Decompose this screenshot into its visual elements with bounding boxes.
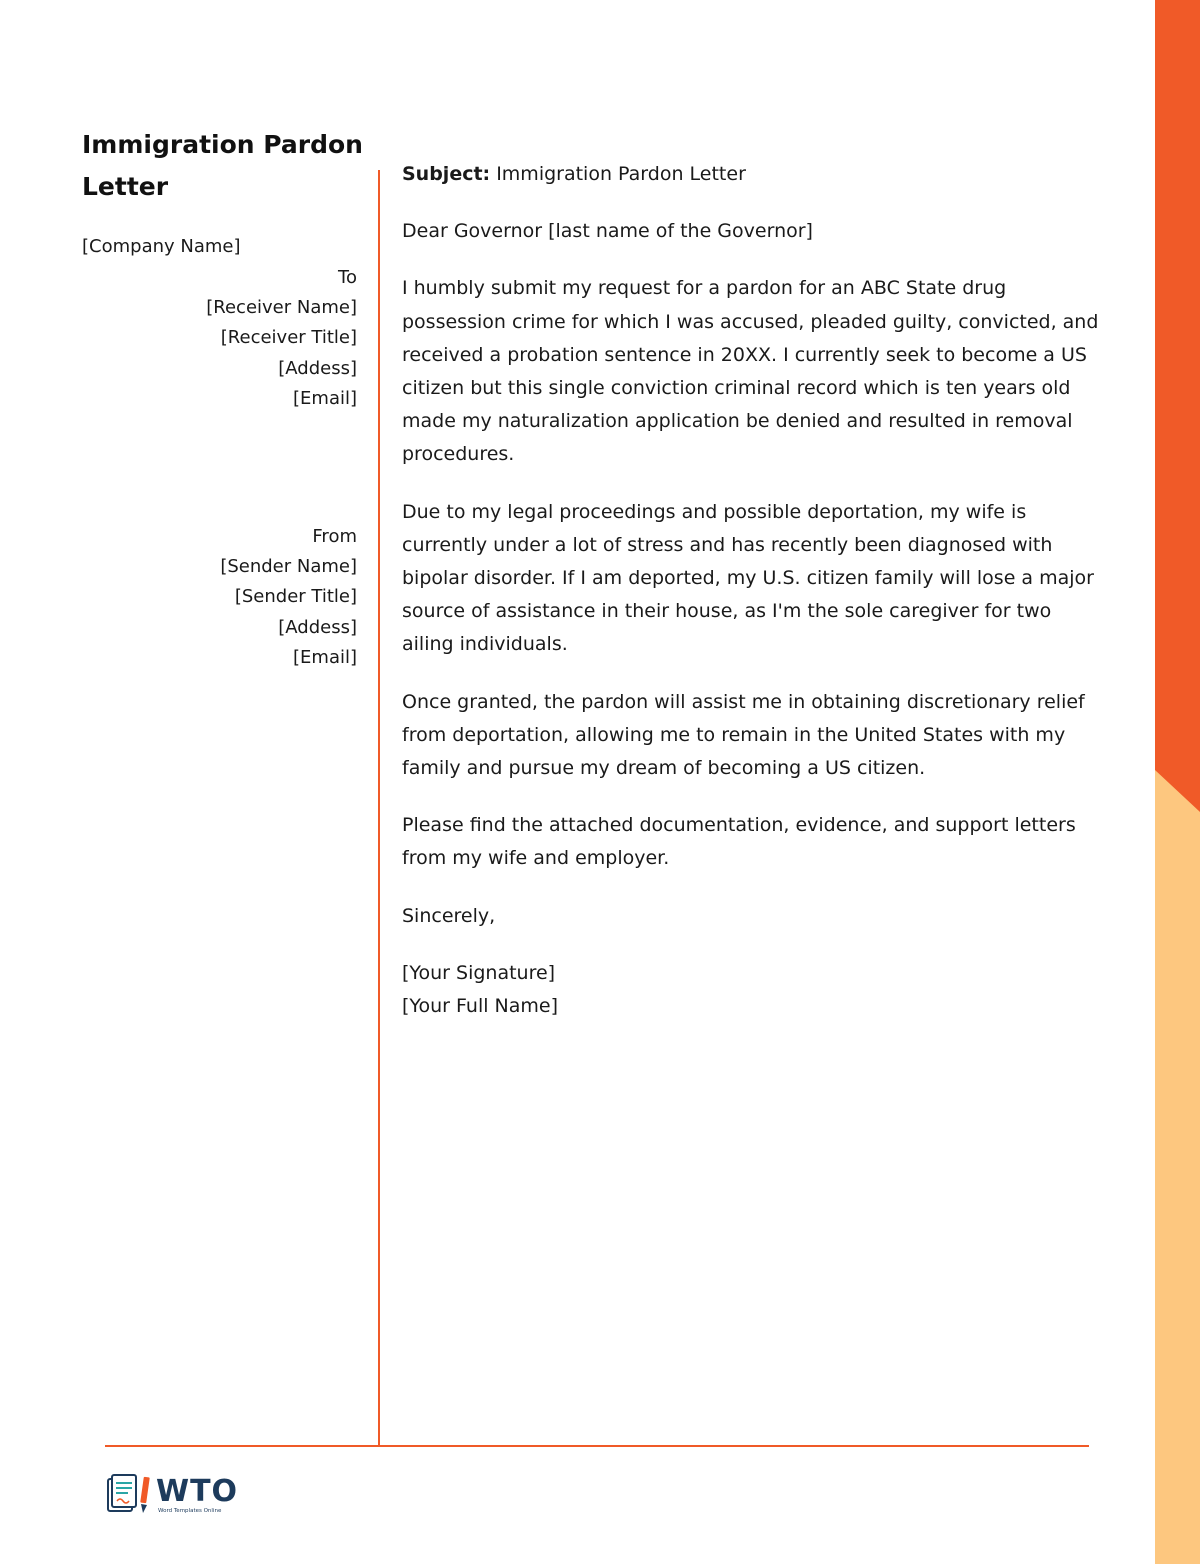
receiver-name: [Receiver Name] [206, 297, 357, 319]
to-label: To [338, 267, 357, 288]
side-band-light [1155, 770, 1200, 1564]
body-paragraph: Due to my legal proceedings and possible deportation, my wife is currently under a lot of stress and has recently been diagnosed with bipolar disorder. If I am deported, my U.S. citizen family will lose a major source of assistance in their house, as I'm the sole caregiver for two ailing individuals. [402, 500, 1094, 656]
letter-body [402, 158, 1102, 1023]
receiver-email: [Email] [293, 387, 357, 409]
body-paragraph: Once granted, the pardon will assist me in obtaining discretionary relief from deportation, allowing me to remain in the United States with my family and pursue my dream of becoming a US citizen. [402, 690, 1085, 780]
footer-divider [105, 1445, 1089, 1447]
salutation: Dear Governor [last name of the Governor] [402, 220, 813, 243]
signature-block [402, 957, 1102, 1023]
recipient-block [206, 263, 357, 414]
subject-label: Subject: [402, 163, 491, 185]
body-paragraph: I humbly submit my request for a pardon for an ABC State drug possession crime for which I was accused, pleaded guilty, convicted, and received a probation sentence in 20XX. I currently seek to become a US citizen but this single conviction criminal record which is ten years old made my naturalization application be denied and resulted in removal procedures. [402, 277, 1099, 466]
sender-title: [Sender Title] [234, 586, 357, 608]
sender-block [220, 522, 357, 673]
page-title: Immigration Pardon Letter [82, 130, 363, 201]
body-paragraph: Please find the attached documentation, evidence, and support letters from my wife and employer. [402, 814, 1076, 870]
logo-subtitle: Word Templates Online [158, 1508, 222, 1514]
document-pen-icon [106, 1473, 154, 1517]
sender-name: [Sender Name] [220, 556, 357, 578]
full-name: [Your Full Name] [402, 995, 559, 1018]
wto-logo [106, 1473, 246, 1521]
subject-text: Immigration Pardon Letter [490, 163, 746, 185]
company-name: [Company Name] [82, 236, 241, 257]
vertical-divider [378, 170, 380, 1447]
side-band-graphic [1155, 0, 1200, 1564]
decorative-side-band [1155, 0, 1200, 1564]
receiver-title: [Receiver Title] [220, 327, 357, 349]
sender-address: [Addess] [278, 616, 357, 638]
closing: Sincerely, [402, 904, 496, 927]
receiver-address: [Addess] [278, 357, 357, 379]
subject-line [402, 158, 1102, 191]
from-label: From [312, 526, 357, 547]
signature: [Your Signature] [402, 961, 556, 984]
sender-email: [Email] [293, 646, 357, 668]
logo-text: WTO [156, 1474, 239, 1509]
